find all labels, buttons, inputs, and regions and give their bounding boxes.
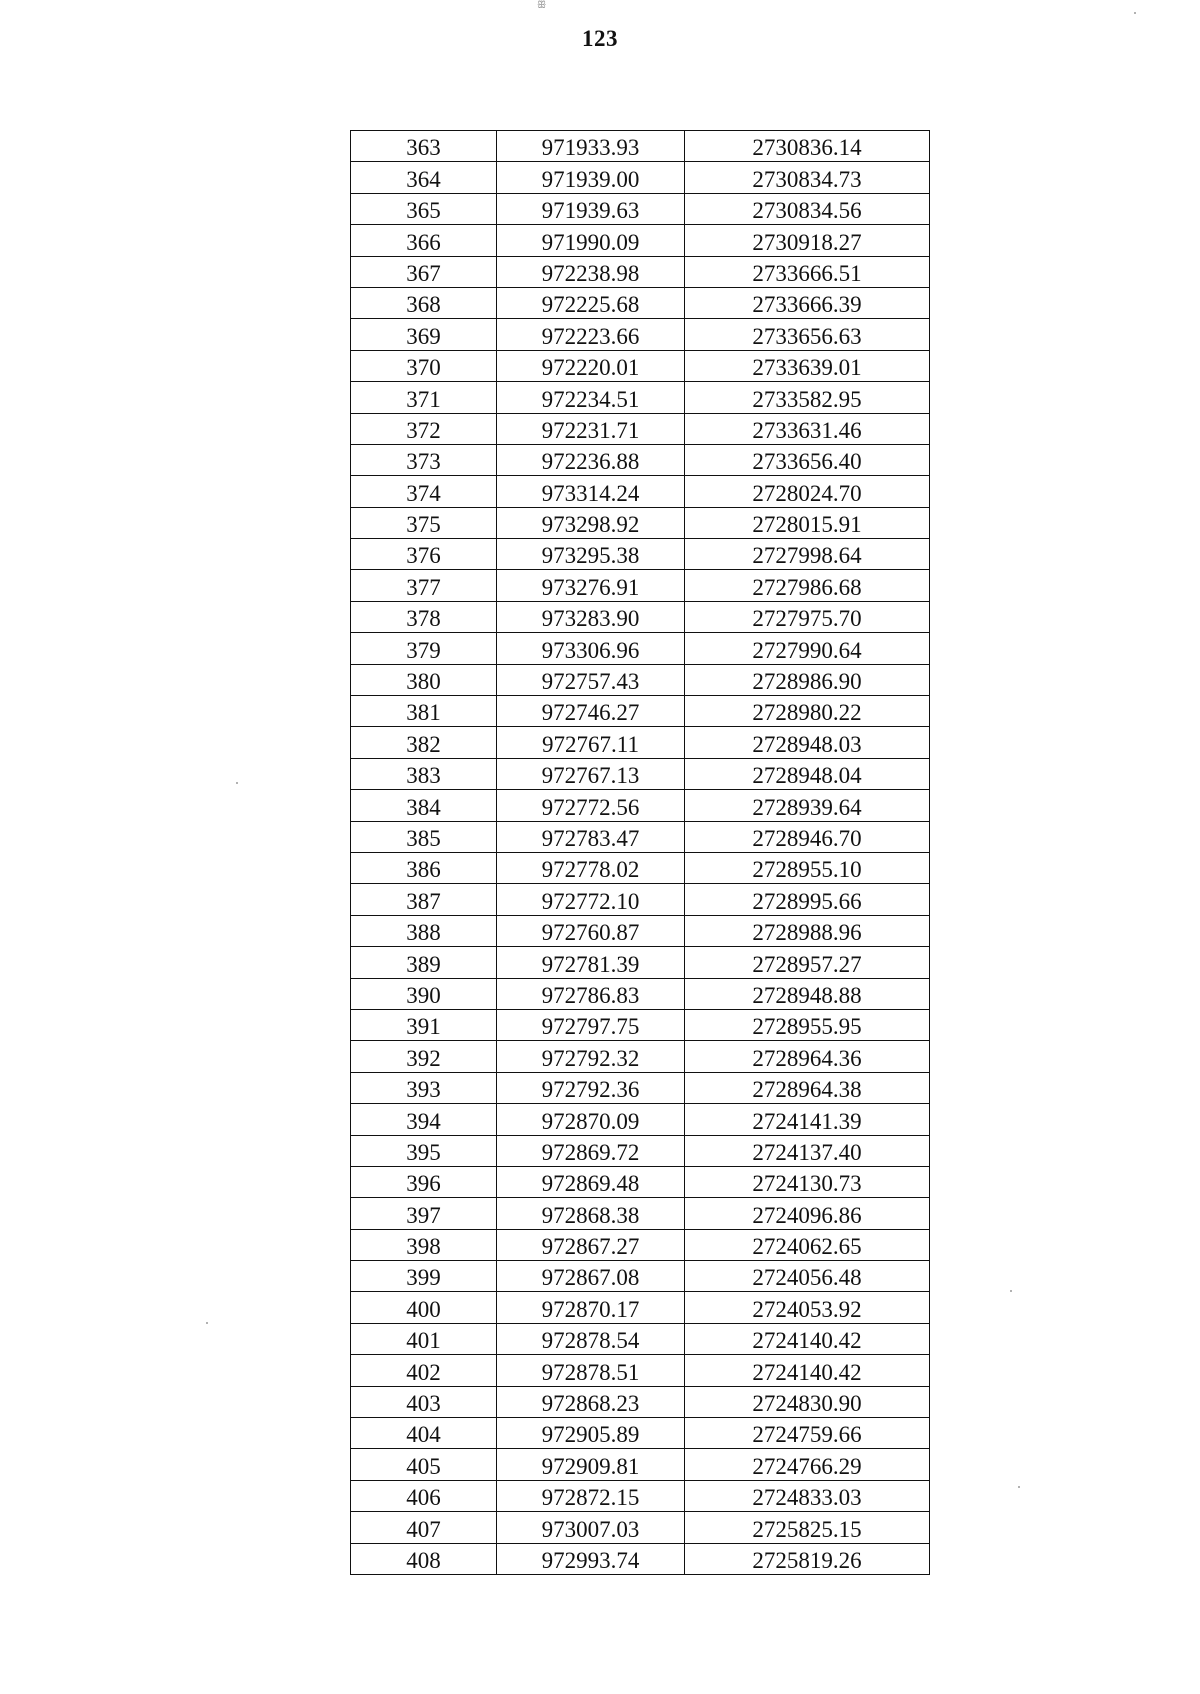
table-row bbox=[351, 821, 930, 852]
table-row bbox=[351, 162, 930, 193]
y-coordinate-cell: 2724130.73 bbox=[685, 1166, 930, 1197]
y-coordinate-cell: 2728995.66 bbox=[685, 884, 930, 915]
y-coordinate-cell: 2724141.39 bbox=[685, 1104, 930, 1135]
point-number-cell: 387 bbox=[351, 884, 497, 915]
table-row bbox=[351, 413, 930, 444]
table-row bbox=[351, 790, 930, 821]
y-coordinate-cell: 2728948.03 bbox=[685, 727, 930, 758]
table-row bbox=[351, 539, 930, 570]
y-coordinate-cell: 2725825.15 bbox=[685, 1512, 930, 1543]
y-coordinate-cell: 2724766.29 bbox=[685, 1449, 930, 1480]
table-row bbox=[351, 1512, 930, 1543]
x-coordinate-cell: 973298.92 bbox=[497, 507, 685, 538]
point-number-cell: 403 bbox=[351, 1386, 497, 1417]
table-row bbox=[351, 915, 930, 946]
table-row bbox=[351, 1386, 930, 1417]
point-number-cell: 386 bbox=[351, 852, 497, 883]
point-number-cell: 379 bbox=[351, 633, 497, 664]
point-number-cell: 380 bbox=[351, 664, 497, 695]
point-number-cell: 393 bbox=[351, 1072, 497, 1103]
table-row bbox=[351, 1543, 930, 1574]
y-coordinate-cell: 2728957.27 bbox=[685, 947, 930, 978]
y-coordinate-cell: 2725819.26 bbox=[685, 1543, 930, 1574]
x-coordinate-cell: 972797.75 bbox=[497, 1009, 685, 1040]
point-number-cell: 363 bbox=[351, 131, 497, 162]
x-coordinate-cell: 972225.68 bbox=[497, 287, 685, 318]
y-coordinate-cell: 2733656.63 bbox=[685, 319, 930, 350]
scan-mark: ꕥ bbox=[537, 0, 547, 11]
table-row bbox=[351, 350, 930, 381]
x-coordinate-cell: 972767.13 bbox=[497, 758, 685, 789]
point-number-cell: 391 bbox=[351, 1009, 497, 1040]
y-coordinate-cell: 2733666.39 bbox=[685, 287, 930, 318]
table-row bbox=[351, 1261, 930, 1292]
x-coordinate-cell: 973314.24 bbox=[497, 476, 685, 507]
point-number-cell: 368 bbox=[351, 287, 497, 318]
x-coordinate-cell: 972870.17 bbox=[497, 1292, 685, 1323]
y-coordinate-cell: 2728980.22 bbox=[685, 696, 930, 727]
point-number-cell: 394 bbox=[351, 1104, 497, 1135]
point-number-cell: 406 bbox=[351, 1480, 497, 1511]
point-number-cell: 372 bbox=[351, 413, 497, 444]
point-number-cell: 407 bbox=[351, 1512, 497, 1543]
y-coordinate-cell: 2724096.86 bbox=[685, 1198, 930, 1229]
x-coordinate-cell: 972772.56 bbox=[497, 790, 685, 821]
x-coordinate-cell: 972792.36 bbox=[497, 1072, 685, 1103]
point-number-cell: 395 bbox=[351, 1135, 497, 1166]
x-coordinate-cell: 972757.43 bbox=[497, 664, 685, 695]
point-number-cell: 390 bbox=[351, 978, 497, 1009]
x-coordinate-cell: 971990.09 bbox=[497, 225, 685, 256]
point-number-cell: 381 bbox=[351, 696, 497, 727]
y-coordinate-cell: 2730836.14 bbox=[685, 131, 930, 162]
table-row bbox=[351, 758, 930, 789]
y-coordinate-cell: 2728986.90 bbox=[685, 664, 930, 695]
x-coordinate-cell: 972993.74 bbox=[497, 1543, 685, 1574]
point-number-cell: 377 bbox=[351, 570, 497, 601]
table-row bbox=[351, 1009, 930, 1040]
point-number-cell: 376 bbox=[351, 539, 497, 570]
y-coordinate-cell: 2733582.95 bbox=[685, 382, 930, 413]
x-coordinate-cell: 972760.87 bbox=[497, 915, 685, 946]
x-coordinate-cell: 972781.39 bbox=[497, 947, 685, 978]
x-coordinate-cell: 971939.00 bbox=[497, 162, 685, 193]
x-coordinate-cell: 972746.27 bbox=[497, 696, 685, 727]
table-row bbox=[351, 193, 930, 224]
x-coordinate-cell: 972872.15 bbox=[497, 1480, 685, 1511]
table-row bbox=[351, 444, 930, 475]
point-number-cell: 366 bbox=[351, 225, 497, 256]
y-coordinate-cell: 2724137.40 bbox=[685, 1135, 930, 1166]
point-number-cell: 378 bbox=[351, 601, 497, 632]
y-coordinate-cell: 2727986.68 bbox=[685, 570, 930, 601]
table-row bbox=[351, 1355, 930, 1386]
x-coordinate-cell: 972869.72 bbox=[497, 1135, 685, 1166]
table-row bbox=[351, 131, 930, 162]
x-coordinate-cell: 972236.88 bbox=[497, 444, 685, 475]
point-number-cell: 408 bbox=[351, 1543, 497, 1574]
x-coordinate-cell: 972220.01 bbox=[497, 350, 685, 381]
point-number-cell: 402 bbox=[351, 1355, 497, 1386]
table-row bbox=[351, 852, 930, 883]
table-row bbox=[351, 664, 930, 695]
y-coordinate-cell: 2728964.38 bbox=[685, 1072, 930, 1103]
x-coordinate-cell: 973306.96 bbox=[497, 633, 685, 664]
table-row bbox=[351, 1166, 930, 1197]
x-coordinate-cell: 972867.08 bbox=[497, 1261, 685, 1292]
x-coordinate-cell: 972778.02 bbox=[497, 852, 685, 883]
x-coordinate-cell: 972905.89 bbox=[497, 1418, 685, 1449]
coordinates-table bbox=[350, 130, 930, 1575]
y-coordinate-cell: 2727990.64 bbox=[685, 633, 930, 664]
y-coordinate-cell: 2728946.70 bbox=[685, 821, 930, 852]
table-row bbox=[351, 696, 930, 727]
page-number: 123 bbox=[582, 26, 618, 51]
y-coordinate-cell: 2728024.70 bbox=[685, 476, 930, 507]
table-row bbox=[351, 1292, 930, 1323]
x-coordinate-cell: 972868.23 bbox=[497, 1386, 685, 1417]
table-row bbox=[351, 287, 930, 318]
x-coordinate-cell: 972878.51 bbox=[497, 1355, 685, 1386]
table-row bbox=[351, 947, 930, 978]
y-coordinate-cell: 2733666.51 bbox=[685, 256, 930, 287]
y-coordinate-cell: 2728948.04 bbox=[685, 758, 930, 789]
y-coordinate-cell: 2733656.40 bbox=[685, 444, 930, 475]
point-number-cell: 373 bbox=[351, 444, 497, 475]
point-number-cell: 365 bbox=[351, 193, 497, 224]
y-coordinate-cell: 2728015.91 bbox=[685, 507, 930, 538]
y-coordinate-cell: 2724759.66 bbox=[685, 1418, 930, 1449]
point-number-cell: 400 bbox=[351, 1292, 497, 1323]
table-row bbox=[351, 225, 930, 256]
x-coordinate-cell: 972238.98 bbox=[497, 256, 685, 287]
y-coordinate-cell: 2727998.64 bbox=[685, 539, 930, 570]
point-number-cell: 382 bbox=[351, 727, 497, 758]
point-number-cell: 396 bbox=[351, 1166, 497, 1197]
table-row bbox=[351, 1449, 930, 1480]
y-coordinate-cell: 2724140.42 bbox=[685, 1323, 930, 1354]
table-row bbox=[351, 1229, 930, 1260]
table-row bbox=[351, 1323, 930, 1354]
table-row bbox=[351, 1418, 930, 1449]
table-row bbox=[351, 727, 930, 758]
y-coordinate-cell: 2730834.56 bbox=[685, 193, 930, 224]
y-coordinate-cell: 2724062.65 bbox=[685, 1229, 930, 1260]
y-coordinate-cell: 2728939.64 bbox=[685, 790, 930, 821]
x-coordinate-cell: 972767.11 bbox=[497, 727, 685, 758]
x-coordinate-cell: 972223.66 bbox=[497, 319, 685, 350]
scan-speck bbox=[236, 782, 238, 784]
point-number-cell: 388 bbox=[351, 915, 497, 946]
x-coordinate-cell: 971939.63 bbox=[497, 193, 685, 224]
y-coordinate-cell: 2728955.95 bbox=[685, 1009, 930, 1040]
x-coordinate-cell: 972870.09 bbox=[497, 1104, 685, 1135]
table-row bbox=[351, 1135, 930, 1166]
table-row bbox=[351, 1104, 930, 1135]
point-number-cell: 398 bbox=[351, 1229, 497, 1260]
y-coordinate-cell: 2733631.46 bbox=[685, 413, 930, 444]
y-coordinate-cell: 2724056.48 bbox=[685, 1261, 930, 1292]
table-row bbox=[351, 884, 930, 915]
coordinates-table-body bbox=[351, 131, 930, 1575]
y-coordinate-cell: 2724830.90 bbox=[685, 1386, 930, 1417]
x-coordinate-cell: 972869.48 bbox=[497, 1166, 685, 1197]
x-coordinate-cell: 972234.51 bbox=[497, 382, 685, 413]
table-row bbox=[351, 382, 930, 413]
y-coordinate-cell: 2728955.10 bbox=[685, 852, 930, 883]
x-coordinate-cell: 971933.93 bbox=[497, 131, 685, 162]
y-coordinate-cell: 2728948.88 bbox=[685, 978, 930, 1009]
y-coordinate-cell: 2724053.92 bbox=[685, 1292, 930, 1323]
x-coordinate-cell: 972792.32 bbox=[497, 1041, 685, 1072]
x-coordinate-cell: 972231.71 bbox=[497, 413, 685, 444]
point-number-cell: 383 bbox=[351, 758, 497, 789]
table-row bbox=[351, 319, 930, 350]
point-number-cell: 385 bbox=[351, 821, 497, 852]
y-coordinate-cell: 2730918.27 bbox=[685, 225, 930, 256]
x-coordinate-cell: 972909.81 bbox=[497, 1449, 685, 1480]
y-coordinate-cell: 2724140.42 bbox=[685, 1355, 930, 1386]
x-coordinate-cell: 972783.47 bbox=[497, 821, 685, 852]
y-coordinate-cell: 2733639.01 bbox=[685, 350, 930, 381]
x-coordinate-cell: 973007.03 bbox=[497, 1512, 685, 1543]
table-row bbox=[351, 633, 930, 664]
point-number-cell: 401 bbox=[351, 1323, 497, 1354]
point-number-cell: 369 bbox=[351, 319, 497, 350]
x-coordinate-cell: 972878.54 bbox=[497, 1323, 685, 1354]
x-coordinate-cell: 972868.38 bbox=[497, 1198, 685, 1229]
table-row bbox=[351, 507, 930, 538]
x-coordinate-cell: 973283.90 bbox=[497, 601, 685, 632]
point-number-cell: 397 bbox=[351, 1198, 497, 1229]
point-number-cell: 374 bbox=[351, 476, 497, 507]
point-number-cell: 404 bbox=[351, 1418, 497, 1449]
x-coordinate-cell: 972772.10 bbox=[497, 884, 685, 915]
point-number-cell: 371 bbox=[351, 382, 497, 413]
table-row bbox=[351, 1072, 930, 1103]
point-number-cell: 392 bbox=[351, 1041, 497, 1072]
table-row bbox=[351, 601, 930, 632]
scan-speck bbox=[1018, 1486, 1020, 1488]
y-coordinate-cell: 2728964.36 bbox=[685, 1041, 930, 1072]
y-coordinate-cell: 2724833.03 bbox=[685, 1480, 930, 1511]
y-coordinate-cell: 2730834.73 bbox=[685, 162, 930, 193]
table-row bbox=[351, 1198, 930, 1229]
point-number-cell: 370 bbox=[351, 350, 497, 381]
x-coordinate-cell: 973276.91 bbox=[497, 570, 685, 601]
point-number-cell: 405 bbox=[351, 1449, 497, 1480]
scan-speck bbox=[206, 1322, 208, 1324]
table-row bbox=[351, 978, 930, 1009]
y-coordinate-cell: 2727975.70 bbox=[685, 601, 930, 632]
table-row bbox=[351, 1480, 930, 1511]
x-coordinate-cell: 972867.27 bbox=[497, 1229, 685, 1260]
x-coordinate-cell: 972786.83 bbox=[497, 978, 685, 1009]
point-number-cell: 389 bbox=[351, 947, 497, 978]
table-row bbox=[351, 476, 930, 507]
table-row bbox=[351, 570, 930, 601]
point-number-cell: 384 bbox=[351, 790, 497, 821]
scan-speck bbox=[1134, 12, 1136, 14]
point-number-cell: 367 bbox=[351, 256, 497, 287]
y-coordinate-cell: 2728988.96 bbox=[685, 915, 930, 946]
point-number-cell: 375 bbox=[351, 507, 497, 538]
point-number-cell: 364 bbox=[351, 162, 497, 193]
table-row bbox=[351, 1041, 930, 1072]
x-coordinate-cell: 973295.38 bbox=[497, 539, 685, 570]
scan-speck bbox=[1010, 1290, 1012, 1292]
table-row bbox=[351, 256, 930, 287]
point-number-cell: 399 bbox=[351, 1261, 497, 1292]
